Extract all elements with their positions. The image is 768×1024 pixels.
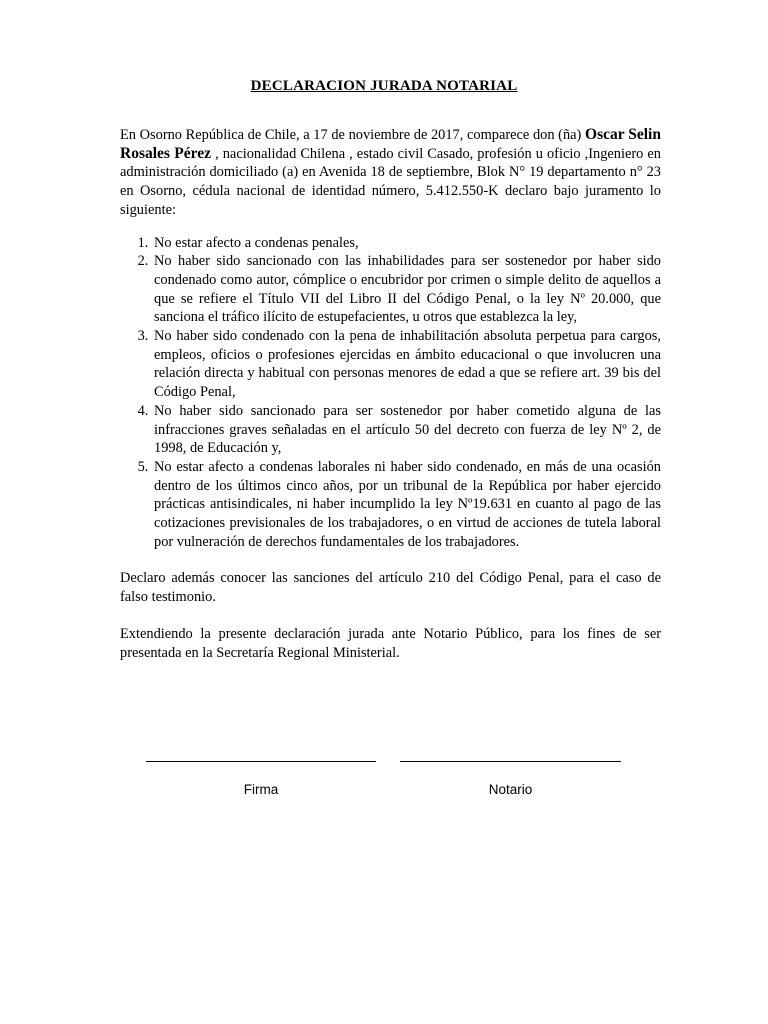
list-item: 3. No haber sido condenado con la pena de inhabilitación absoluta perpetua para cargos, empleos, oficios o profesiones ejercidas en ámbito educacional o que involucren una relación directa y habitual con personas menores de edad a que se refiere art. 39 bis del Código Penal, [152,327,661,402]
list-item: 2. No haber sido sancionado con las inhabilidades para ser sostenedor por haber sido condenado como autor, cómplice o encubridor por crimen o simple delito de aquellos a que se refiere el Título VII del Libro II del Código Penal, o la ley Nº 20.000, que sanciona el tráfico ilícito de estupefacientes, u otros que establezca la ley, [152,252,661,327]
intro-paragraph [120,126,661,220]
notario-label: Notario [488,782,533,797]
document-title: DECLARACION JURADA NOTARIAL [250,78,518,94]
declaration-list [120,234,661,552]
sanctions-paragraph: Declaro además conocer las sanciones del artículo 210 del Código Penal, para el caso de falso testimonio. [120,570,661,606]
purpose-paragraph: Extendiendo la presente declaración jurada ante Notario Público, para los fines de ser presentada en la Secretaría Regional Ministerial. [120,625,661,661]
notario-signature-block [400,749,621,797]
document-body [120,126,661,662]
intro-rest: , nacionalidad Chilena , estado civil Casado, profesión u oficio ,Ingeniero en administración domiciliado (a) en Avenida 18 de septiembre, Blok N° 19 departamento n° 23 en Osorno, cédula nacional de identidad número, 5.412.550-K declaro bajo juramento lo siguiente: [120,145,661,218]
list-item: 4. No haber sido sancionado para ser sostenedor por haber cometido alguna de las infracciones graves señaladas en el artículo 50 del decreto con fuerza de ley Nº 2, de 1998, de Educación y, [152,402,661,458]
intro-prefix: En Osorno República de Chile, a 17 de noviembre de 2017, comparece don (ña) [120,127,582,143]
notario-signature-line [400,749,621,762]
list-item: 1. No estar afecto a condenas penales, [152,234,661,253]
list-item: 5. No estar afecto a condenas laborales ni haber sido condenado, en más de una ocasión dentro de los últimos cinco años, por un tribunal de la República por haber ejercido prácticas antisindicales, ni haber incumplido la ley Nº19.631 en cuanto al pago de las cotizaciones previsionales de los trabajadores, o en virtud de acciones de tutela laboral por vulneración de derechos fundamentales de los trabajadores. [152,458,661,552]
firma-label: Firma [243,782,279,797]
declarant-name: Oscar Selin Rosales Pérez [120,126,661,162]
firma-signature-block [146,749,376,797]
firma-signature-line [146,749,376,762]
